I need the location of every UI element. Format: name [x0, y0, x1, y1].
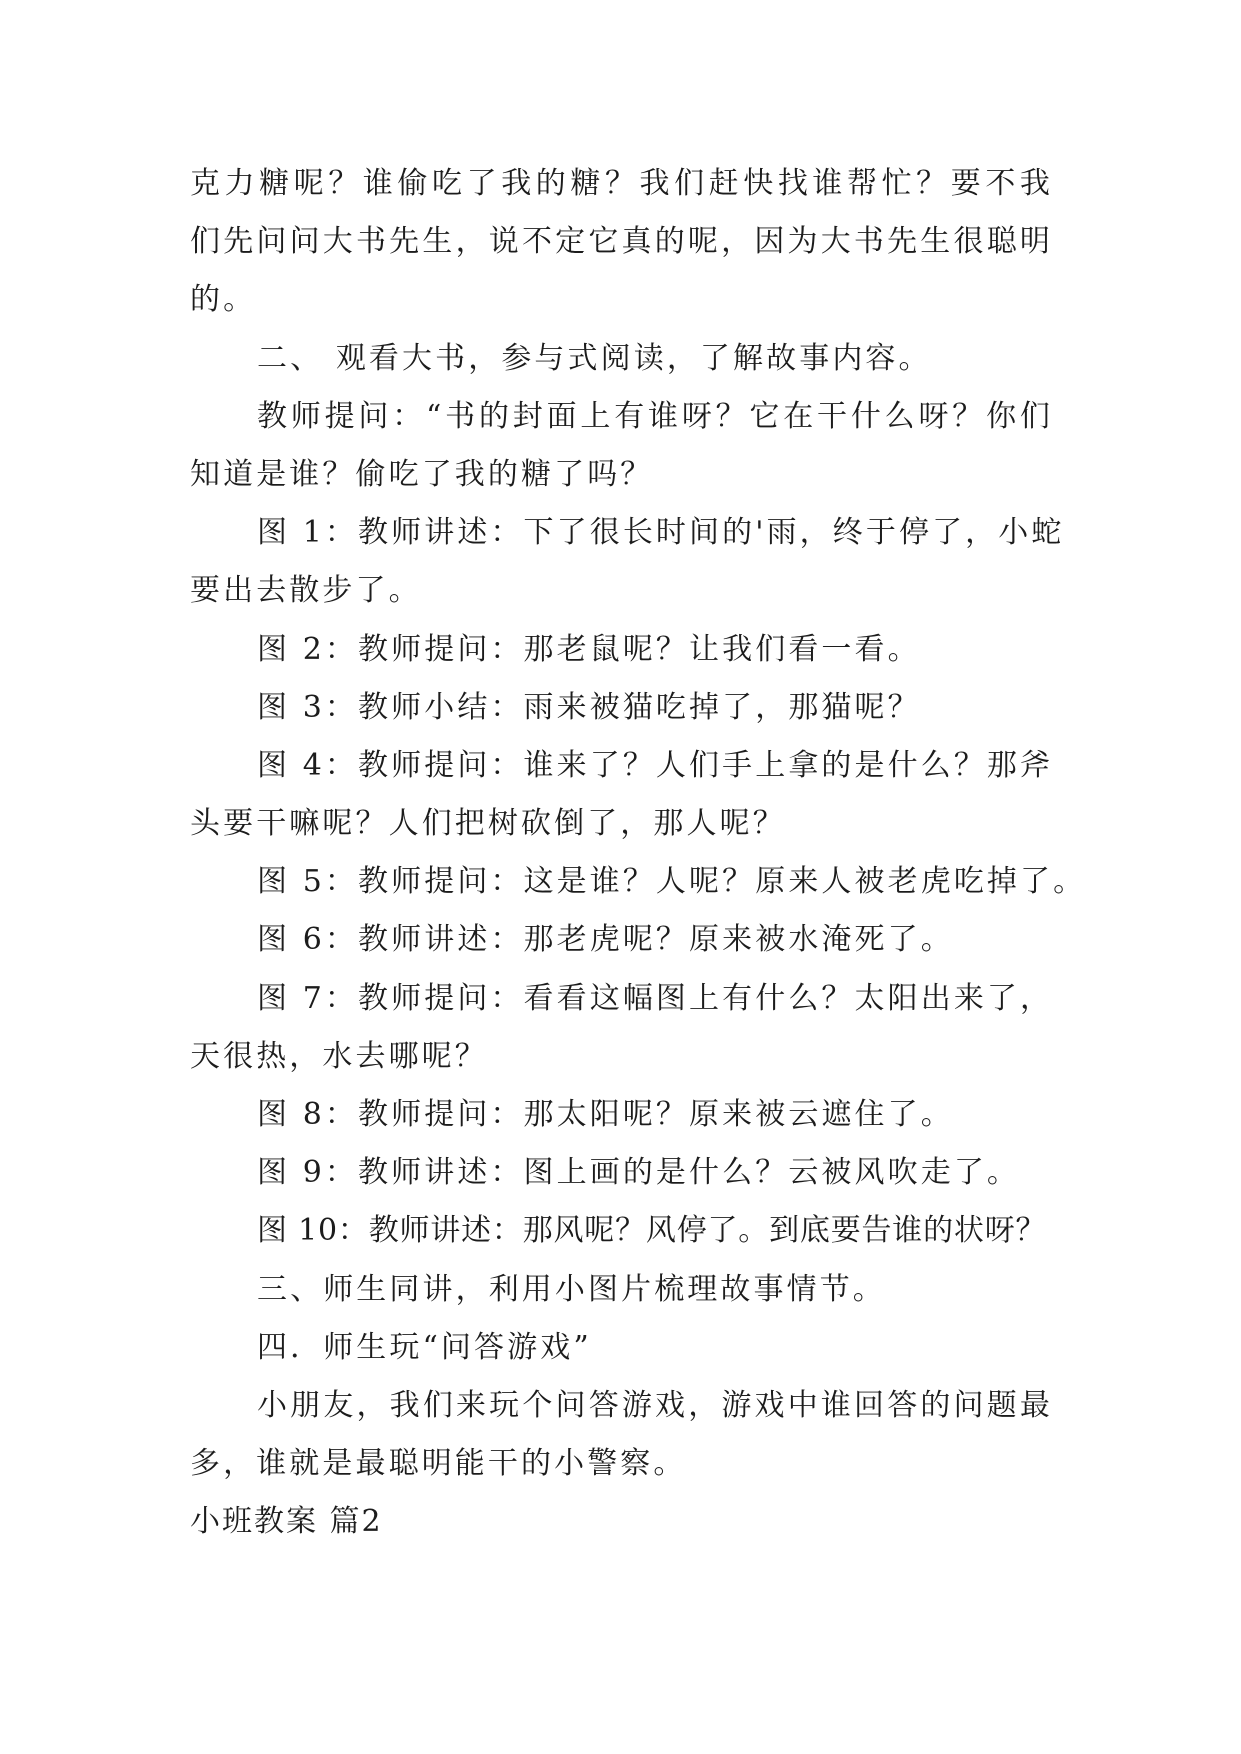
text-line: 图 1：教师讲述：下了很长时间的'雨，终于停了，小蛇 [257, 515, 1065, 551]
paragraph [190, 1202, 1053, 1260]
text-line: 天很热，水去哪呢？ [190, 1038, 488, 1074]
paragraph [190, 911, 1053, 969]
text-line: 四．师生玩“问答游戏” [257, 1329, 592, 1365]
paragraph [190, 388, 1053, 504]
text-line: 图 6：教师讲述：那老虎呢？原来被水淹死了。 [257, 922, 954, 958]
paragraph [190, 1086, 1053, 1144]
text-line: 克力糖呢？谁偷吃了我的糖？我们赶快找谁帮忙？要不我 [190, 166, 1053, 201]
text-line: 的。 [190, 282, 257, 318]
text-line: 图 7：教师提问：看看这幅图上有什么？太阳出来了， [257, 980, 1054, 1016]
section-step-heading [190, 1261, 1053, 1319]
paragraph [190, 155, 1053, 330]
section-heading: 小班教案 篇2 [190, 1504, 383, 1540]
text-line: 头要干嘛呢？人们把树砍倒了，那人呢？ [190, 806, 786, 842]
paragraph [190, 504, 1065, 620]
paragraph [190, 853, 1087, 911]
text-line: 三、师生同讲，利用小图片梳理故事情节。 [257, 1271, 886, 1307]
text-line: 小朋友，我们来玩个问答游戏，游戏中谁回答的问题最 [257, 1387, 1053, 1423]
text-line: 图 5：教师提问：这是谁？人呢？原来人被老虎吃掉了。 [257, 864, 1087, 900]
text-line: 多，谁就是最聪明能干的小警察。 [190, 1446, 687, 1482]
paragraph [190, 737, 1053, 853]
text-line: 图 8：教师提问：那太阳呢？原来被云遮住了。 [257, 1097, 954, 1132]
text-line: 们先问问大书先生，说不定它真的呢，因为大书先生很聪明 [190, 224, 1053, 260]
section-step-heading [190, 1319, 1053, 1377]
text-line: 二、 观看大书，参与式阅读，了解故事内容。 [257, 340, 932, 376]
text-line: 知道是谁？偷吃了我的糖了吗？ [190, 456, 654, 492]
text-line: 要出去散步了。 [190, 573, 422, 609]
document-body [190, 155, 1087, 1552]
paragraph [190, 1144, 1053, 1202]
text-line: 图 4：教师提问：谁来了？人们手上拿的是什么？那斧 [257, 747, 1054, 783]
section-step-heading [190, 330, 1053, 388]
text-line: 教师提问：“书的封面上有谁呀？它在干什么呀？你们 [257, 398, 1053, 434]
text-line: 图 2：教师提问：那老鼠呢？让我们看一看。 [257, 631, 921, 667]
text-line: 图 10：教师讲述：那风呢？风停了。到底要告谁的状呀？ [257, 1213, 1047, 1249]
paragraph [190, 970, 1053, 1086]
text-line: 图 3：教师小结：雨来被猫吃掉了，那猫呢？ [257, 689, 921, 725]
paragraph [190, 1377, 1053, 1493]
paragraph [190, 621, 1053, 679]
paragraph [190, 679, 1053, 737]
text-line: 图 9：教师讲述：图上画的是什么？云被风吹走了。 [257, 1155, 1021, 1191]
